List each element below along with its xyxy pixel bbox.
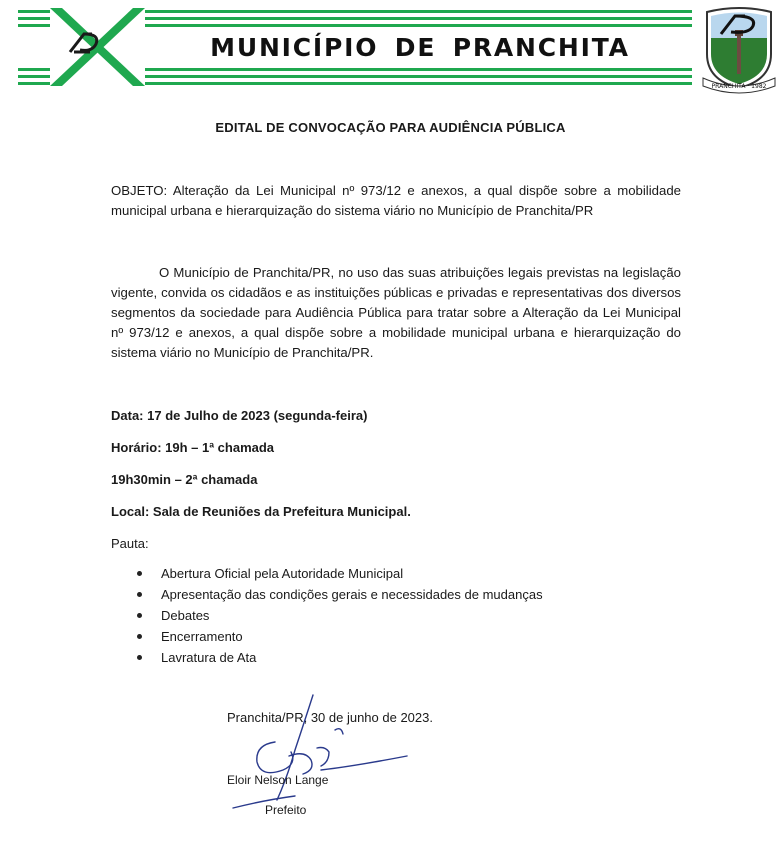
agenda-label: Pauta: [111,536,149,551]
municipality-title: MUNICÍPIO DE PRANCHITA [210,33,630,62]
emblem-ribbon-text: PRANCHITA · 1982 [711,83,767,90]
meeting-date: Data: 17 de Julho de 2023 (segunda-feira) [111,408,368,423]
agenda-item: Abertura Oficial pela Autoridade Municipal [111,563,543,584]
object-paragraph: OBJETO: Alteração da Lei Municipal nº 973/12 e anexos, a qual dispõe sobre a mobilidade municipal urbana e hierarquização do sistema viário no Município de Pranchita/PR [111,183,681,218]
agenda-item: Apresentação das condições gerais e necessidades de mudanças [111,584,543,605]
agenda-item: Encerramento [111,626,543,647]
agenda-list [111,563,543,668]
meeting-time-first-call: Horário: 19h – 1ª chamada [111,440,275,455]
agenda-item: Lavratura de Ata [111,647,543,668]
handwritten-signature [225,690,425,820]
meeting-location: Local: Sala de Reuniões da Prefeitura Municipal. [111,504,411,519]
meeting-time-second-call: 19h30min – 2ª chamada [111,472,258,487]
letterhead [0,0,781,100]
document-title: EDITAL DE CONVOCAÇÃO PARA AUDIÊNCIA PÚBLICA [215,120,566,135]
place-and-date: Pranchita/PR, 30 de junho de 2023. [227,710,433,725]
body-paragraph: O Município de Pranchita/PR, no uso das suas atribuições legais previstas na legislação vigente, convida os cidadãos e as instituições públicas e privadas e representativas dos diversos segmentos da sociedade para Audiência Pública para tratar sobre a Alteração da Lei Municipal nº 973/12 e anexos, a qual dispõe sobre a mobilidade municipal urbana e hierarquização do sistema viário no Município de Pranchita/PR. [111,265,681,360]
coat-of-arms-icon [701,4,777,96]
signer-role: Prefeito [265,803,307,817]
signer-name: Eloir Nelson Lange [227,773,329,787]
agenda-item: Debates [111,605,543,626]
